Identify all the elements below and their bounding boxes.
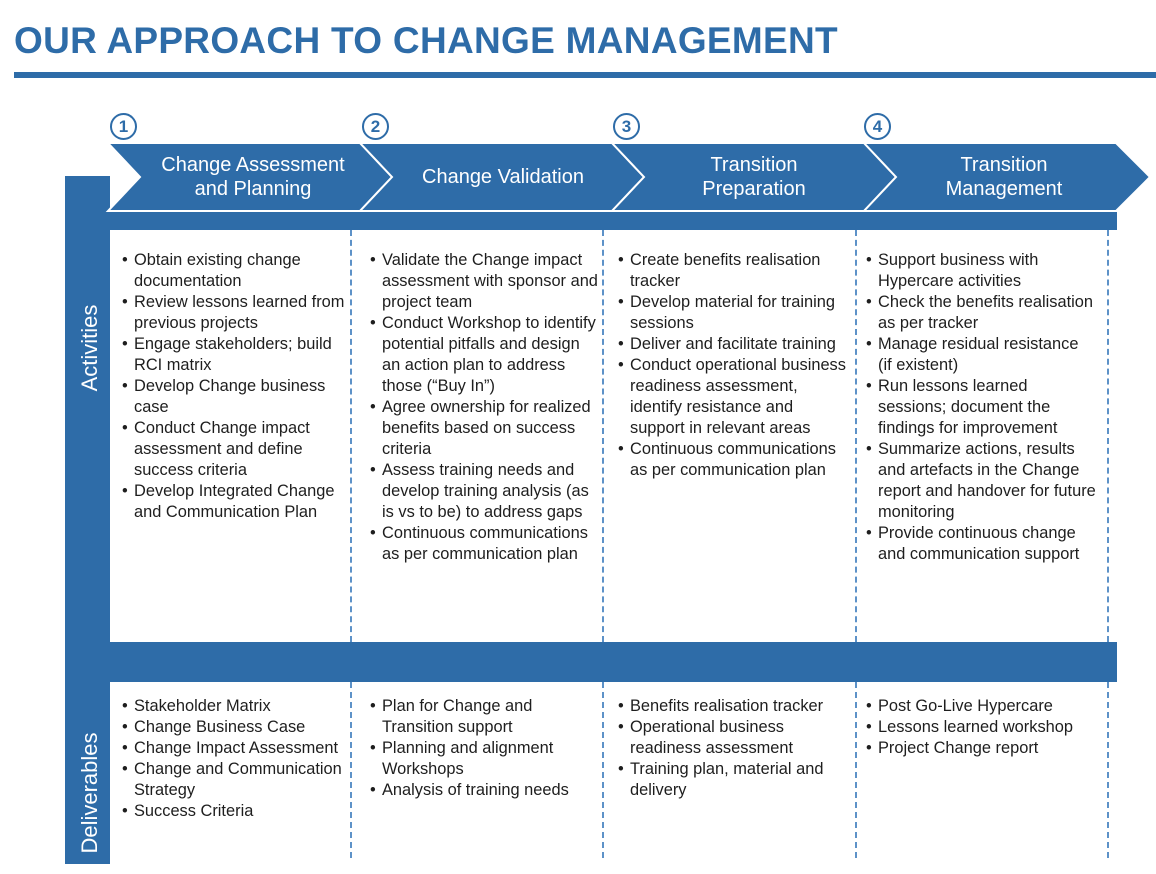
list-item: • Analysis of training needs (368, 780, 600, 801)
phase-label-3: Transition Preparation (702, 154, 806, 200)
deliverables-list (368, 696, 600, 801)
deliverables-column-4 (864, 696, 1096, 759)
activities-list (616, 250, 848, 481)
activities-bottom-bar (65, 642, 1117, 682)
list-item: • Support business with Hypercare activities (864, 250, 1096, 292)
list-item: • Planning and alignment Workshops (368, 738, 600, 780)
activities-label: Activities (77, 304, 102, 392)
deliverables-list (120, 696, 352, 822)
deliverables-column-2 (368, 696, 600, 801)
list-item: • Conduct Change impact assessment and define success criteria (120, 418, 352, 481)
list-item: • Continuous communications as per communication plan (616, 439, 848, 481)
column-divider (855, 230, 857, 642)
list-item: • Summarize actions, results and artefacts in the Change report and handover for future monitoring (864, 439, 1096, 523)
activities-list (368, 250, 600, 565)
page-title: OUR APPROACH TO CHANGE MANAGEMENT (14, 20, 838, 61)
list-item: • Review lessons learned from previous projects (120, 292, 352, 334)
list-item: • Training plan, material and delivery (616, 759, 848, 801)
list-item: • Stakeholder Matrix (120, 696, 352, 717)
list-item: • Manage residual resistance (if existent) (864, 334, 1096, 376)
step-number-3: 3 (613, 113, 640, 140)
step-number-4: 4 (864, 113, 891, 140)
list-item: • Benefits realisation tracker (616, 696, 848, 717)
deliverables-list (616, 696, 848, 801)
list-item: • Success Criteria (120, 801, 352, 822)
activities-column-2 (368, 250, 600, 565)
list-item: • Obtain existing change documentation (120, 250, 352, 292)
list-item: • Validate the Change impact assessment with sponsor and project team (368, 250, 600, 313)
activities-column-1 (120, 250, 352, 523)
list-item: • Develop material for training sessions (616, 292, 848, 334)
list-item: • Provide continuous change and communication support (864, 523, 1096, 565)
list-item: • Continuous communications as per communication plan (368, 523, 600, 565)
list-item: • Create benefits realisation tracker (616, 250, 848, 292)
list-item: • Run lessons learned sessions; document the findings for improvement (864, 376, 1096, 439)
activities-band (65, 176, 110, 642)
column-divider (855, 682, 857, 858)
list-item: • Change Impact Assessment (120, 738, 352, 759)
list-item: • Agree ownership for realized benefits based on success criteria (368, 397, 600, 460)
column-divider (1107, 682, 1109, 858)
list-item: • Change Business Case (120, 717, 352, 738)
list-item: • Conduct operational business readiness assessment, identify resistance and support in relevant areas (616, 355, 848, 439)
activities-list (120, 250, 352, 523)
list-item: • Operational business readiness assessment (616, 717, 848, 759)
activities-column-3 (616, 250, 848, 481)
activities-list (864, 250, 1096, 565)
column-divider (1107, 230, 1109, 642)
list-item: • Change and Communication Strategy (120, 759, 352, 801)
phase-label-1: Change Assessment and Planning (161, 154, 345, 200)
deliverables-label: Deliverables (77, 732, 102, 854)
list-item: • Project Change report (864, 738, 1096, 759)
list-item: • Assess training needs and develop training analysis (as is vs to be) to address gaps (368, 460, 600, 523)
deliverables-column-3 (616, 696, 848, 801)
deliverables-list (864, 696, 1096, 759)
step-number-1: 1 (110, 113, 137, 140)
step-number-2: 2 (362, 113, 389, 140)
activities-column-4 (864, 250, 1096, 565)
list-item: • Develop Change business case (120, 376, 352, 418)
column-divider (602, 230, 604, 642)
list-item: • Plan for Change and Transition support (368, 696, 600, 738)
list-item: • Deliver and facilitate training (616, 334, 848, 355)
list-item: • Post Go-Live Hypercare (864, 696, 1096, 717)
list-item: • Conduct Workshop to identify potential pitfalls and design an action plan to address those (“Buy In”) (368, 313, 600, 397)
deliverables-column-1 (120, 696, 352, 822)
list-item: • Engage stakeholders; build RCI matrix (120, 334, 352, 376)
list-item: • Check the benefits realisation as per tracker (864, 292, 1096, 334)
phase-label-2: Change Validation (422, 166, 584, 188)
list-item: • Lessons learned workshop (864, 717, 1096, 738)
phase-label-4: Transition Management (945, 154, 1063, 200)
column-divider (602, 682, 604, 858)
list-item: • Develop Integrated Change and Communication Plan (120, 481, 352, 523)
